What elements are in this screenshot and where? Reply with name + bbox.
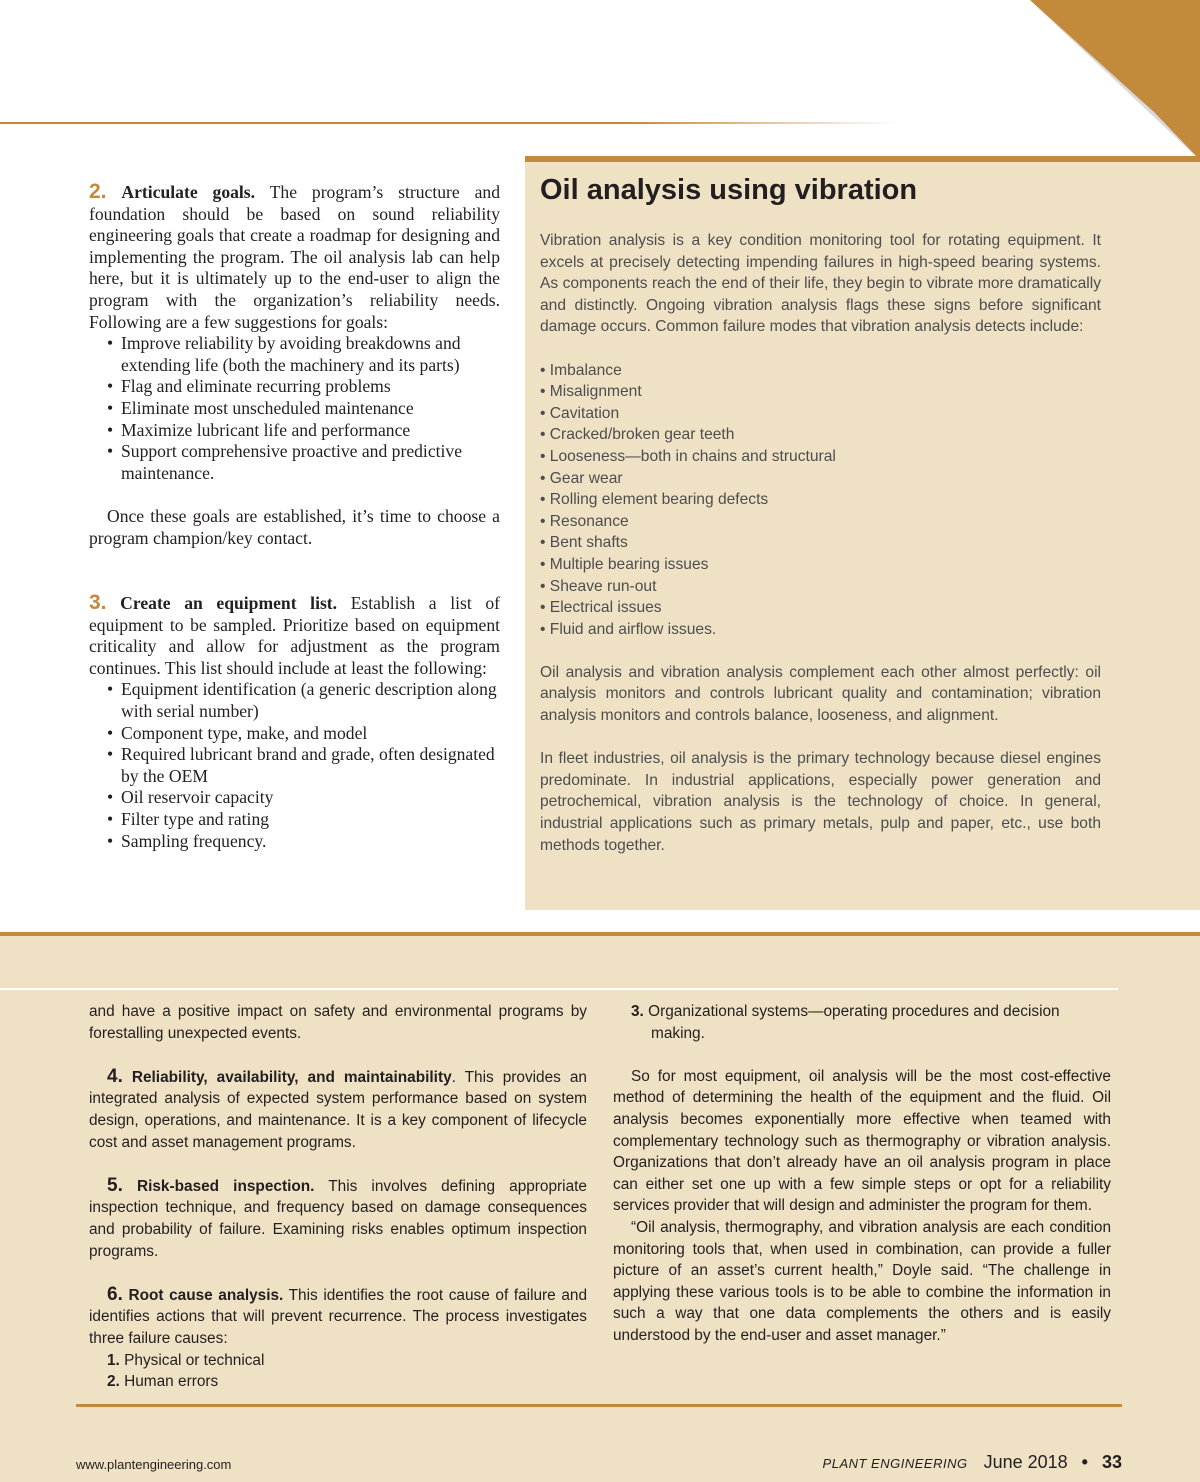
list-item: • Improve reliability by avoiding breakdowns and extending life (both the machinery and its parts) [107, 333, 500, 376]
list-item: • Misalignment [540, 383, 642, 401]
item-4-heading: Reliability, availability, and maintainability [131, 1068, 452, 1086]
list-item: • Multiple bearing issues [540, 555, 709, 573]
sidebar-paragraph-2: Oil analysis and vibration analysis complement each other almost perfectly: oil analysis monitors and controls lubricant quality and contamination; vibration analysis monitors and controls balance, looseness, and alignment. [540, 663, 1101, 725]
list-item: • Rolling element bearing defects [540, 491, 769, 509]
cause-text: Physical or technical [119, 1351, 265, 1369]
item-6-text: This identifies the root cause of failure and identifies actions that will prevent recurrence. The process investigates three failure causes: [89, 1286, 587, 1347]
cause-number: 1. [107, 1351, 120, 1369]
footer-url: www.plantengineering.com [76, 1457, 232, 1472]
footer-rule [76, 1404, 1122, 1407]
sidebar-intro: Vibration analysis is a key condition monitoring tool for rotating equipment. It excels at precisely detecting impending failures in high-speed bearing systems. As components reach the end of their life, they begin to vibrate more dramatically and distinctly. Ongoing vibration analysis flags these signs before significant damage occurs. Common failure modes that vibration analysis detects include: [540, 232, 1101, 336]
item-4-number: 4. [107, 1065, 123, 1087]
list-item: • Eliminate most unscheduled maintenance [107, 398, 500, 420]
top-rule [0, 122, 900, 124]
list-item: • Component type, make, and model [107, 723, 500, 745]
item-2-heading: Articulate goals. [121, 182, 256, 202]
sidebar-box [525, 156, 1200, 910]
item-5-number: 5. [107, 1174, 123, 1196]
item-6-number: 6. [107, 1283, 123, 1305]
failure-causes-list-continued [613, 1001, 1111, 1044]
cause-number: 3. [631, 1003, 644, 1020]
footer-folio [823, 1452, 1122, 1473]
goals-list [89, 333, 500, 484]
item-2-paragraph [89, 181, 500, 333]
list-item: • Cracked/broken gear teeth [540, 426, 735, 444]
item-4-paragraph [89, 1066, 587, 1153]
list-item: • Looseness—both in chains and structural [540, 447, 836, 465]
list-item [631, 1001, 1111, 1044]
list-item: • Electrical issues [540, 599, 662, 617]
list-item: • Imbalance [540, 361, 622, 379]
equipment-list [89, 679, 500, 852]
item-6-paragraph [89, 1284, 587, 1350]
list-item: • Bent shafts [540, 534, 628, 552]
footer-separator: • [1081, 1452, 1088, 1472]
failure-causes-list [89, 1350, 587, 1393]
item-5-paragraph [89, 1175, 587, 1262]
footer-date: June 2018 [983, 1452, 1068, 1472]
item-6-heading: Root cause analysis. [128, 1286, 284, 1304]
failure-modes-list [540, 360, 1101, 641]
sidebar-body [540, 230, 1101, 856]
lower-left-column [89, 1001, 587, 1393]
list-item: • Resonance [540, 512, 629, 530]
item-5-text: This involves defining appropriate inspection technique, and frequency based on damage consequences and probability of failure. Examining risks enables optimum inspection programs. [89, 1177, 587, 1260]
list-item: • Required lubricant brand and grade, often designated by the OEM [107, 744, 500, 787]
item-3-paragraph [89, 592, 500, 679]
item-3-number: 3. [89, 591, 107, 615]
list-item: • Sheave run-out [540, 577, 657, 595]
item-3-heading: Create an equipment list. [120, 593, 338, 614]
list-item: • Cavitation [540, 404, 620, 422]
lower-section [0, 932, 1200, 1482]
list-item: • Gear wear [540, 469, 623, 487]
page-number: 33 [1101, 1452, 1122, 1472]
list-item: • Oil reservoir capacity [107, 787, 500, 809]
conclusion-paragraph-1: So for most equipment, oil analysis will be the most cost-effective method of determining the health of the equipment and the fluid. Oil analysis becomes exponentially more effective when teamed with complementary technology such as thermography or vibration analysis. Organizations that don’t already have an oil analysis program in place can either set one up with a few simple steps or opt for a reliability services provider that will design and administer the program for them. [613, 1067, 1111, 1215]
sidebar-paragraph-3: In fleet industries, oil analysis is the primary technology because diesel engines predominate. In industrial applications, especially power generation and petrochemical, vibration analysis is the technology of choice. In general, industrial applications such as primary metals, pulp and paper, etc., use both methods together. [540, 750, 1101, 854]
continuation-text: and have a positive impact on safety and environmental programs by forestalling unexpected events. [89, 1003, 587, 1042]
lower-divider [0, 988, 1118, 990]
cause-text: Organizational systems—operating procedures and decision making. [643, 1003, 1060, 1042]
list-item: • Flag and eliminate recurring problems [107, 376, 500, 398]
item-3-text: Establish a list of equipment to be sampled. Prioritize based on equipment criticality and allow for adjustment as the program continues. This list should include at least the following: [89, 593, 501, 678]
list-item: • Fluid and airflow issues. [540, 620, 717, 638]
list-item: • Support comprehensive proactive and predictive maintenance. [107, 441, 500, 484]
item-2-text: The program’s structure and foundation should be based on sound reliability engineering goals that create a roadmap for designing and implementing the program. The oil analysis lab can help here, but it is ultimately up to the end-user to align the program with the organization’s reliability needs. Following are a few suggestions for goals: [89, 182, 500, 332]
sidebar-title: Oil analysis using vibration [540, 174, 918, 206]
list-item: • Filter type and rating [107, 809, 500, 831]
lower-right-column [613, 1001, 1111, 1347]
cause-text: Human errors [119, 1373, 219, 1391]
item-4-text: . This provides an integrated analysis of expected system performance based on system design, operations, and maintenance. It is a key component of lifecycle cost and asset management programs. [89, 1068, 587, 1151]
list-item [107, 1371, 587, 1393]
list-item: • Equipment identification (a generic description along with serial number) [107, 679, 500, 722]
list-item [107, 1350, 587, 1372]
list-item: • Sampling frequency. [107, 831, 500, 853]
corner-page-curl [1030, 0, 1200, 160]
goals-closing: Once these goals are established, it’s time to choose a program champion/key contact. [89, 505, 500, 548]
conclusion-quote: “Oil analysis, thermography, and vibration analysis are each condition monitoring tools that, when used in combination, can provide a fuller picture of an asset’s current health,” Doyle said. “The challenge in applying these various tools is to be able to combine the information in such a way that one data complements the others and is easily understood by the end-user and asset manager.” [613, 1218, 1111, 1344]
list-item: • Maximize lubricant life and performance [107, 420, 500, 442]
lower-rule [0, 932, 1200, 936]
item-2-number: 2. [89, 180, 107, 203]
item-5-heading: Risk-based inspection. [136, 1177, 315, 1195]
footer-magazine: PLANT ENGINEERING [822, 1456, 968, 1471]
cause-number: 2. [107, 1373, 120, 1391]
left-column [89, 181, 500, 852]
